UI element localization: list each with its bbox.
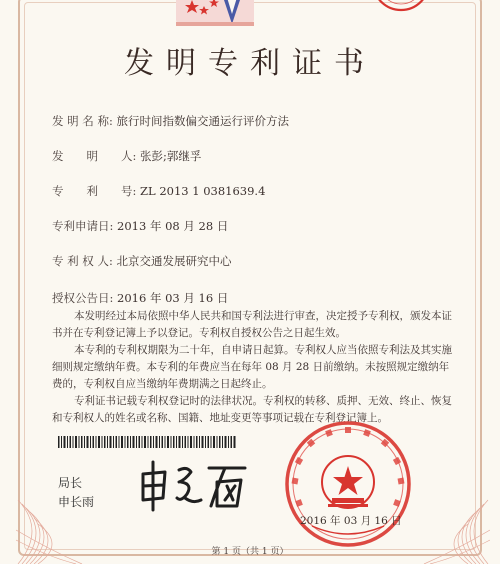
body-paragraph: 专利证书记载专利权登记时的法律状况。专利权的转移、质押、无效、终止、恢复和专利权人的姓名或名称、国籍、地址变更等事项记载在专利登记簿上。	[52, 395, 452, 424]
patentee-value: 北京交通发展研究中心	[116, 254, 232, 268]
patent-number-row	[52, 183, 265, 199]
seal-date: 2016 年 03 月 16 日	[300, 515, 402, 527]
officer-name: 申长雨	[58, 495, 95, 509]
invention-name-row	[52, 113, 289, 129]
patent-number-value: ZL 2013 1 0381639.4	[140, 184, 266, 198]
grant-date-value: 2016 年 03 月 16 日	[117, 291, 229, 305]
filing-date-row	[52, 218, 228, 234]
top-seal-fragment-icon	[370, 0, 432, 16]
invention-name-value: 旅行时间指数偏交通运行评价方法	[116, 114, 289, 128]
body-paragraph: 本专利的专利权期限为二十年，自申请日起算。专利权人应当依照专利法及其实施细则规定缴纳年费。本专利的年费应当在每年 08 月 28 日前缴纳。未按照规定缴纳年费的，专利权自应当缴纳年费期满之日起终止。	[52, 344, 452, 390]
inventor-value: 张彭;郭继孚	[140, 149, 202, 163]
certificate-body-text	[52, 308, 452, 427]
patent-number-label: 专 利 号:	[52, 184, 137, 198]
officer-title: 局长	[58, 476, 83, 490]
body-paragraph: 本发明经过本局依照中华人民共和国专利法进行审查，决定授予专利权，颁发本证书并在专利登记簿上予以登记。专利权自授权公告之日起生效。	[52, 310, 452, 339]
official-seal-icon	[282, 418, 414, 550]
officer-signature	[135, 456, 255, 518]
grant-date-row	[52, 290, 228, 306]
certificate-title: 发明专利证书	[124, 46, 376, 81]
invention-name-label: 发 明 名 称:	[52, 114, 113, 128]
patentee-row	[52, 253, 232, 269]
inventor-row	[52, 148, 201, 164]
grant-date-label: 授权公告日:	[52, 291, 114, 305]
page-footer: 第 1 页（共 1 页）	[211, 547, 289, 557]
filing-date-label: 专利申请日:	[52, 219, 114, 233]
patent-office-emblem-icon	[170, 0, 260, 34]
inventor-label: 发 明 人:	[52, 149, 137, 163]
barcode	[58, 436, 236, 448]
filing-date-value: 2013 年 08 月 28 日	[117, 219, 229, 233]
patentee-label: 专 利 权 人:	[52, 254, 113, 268]
